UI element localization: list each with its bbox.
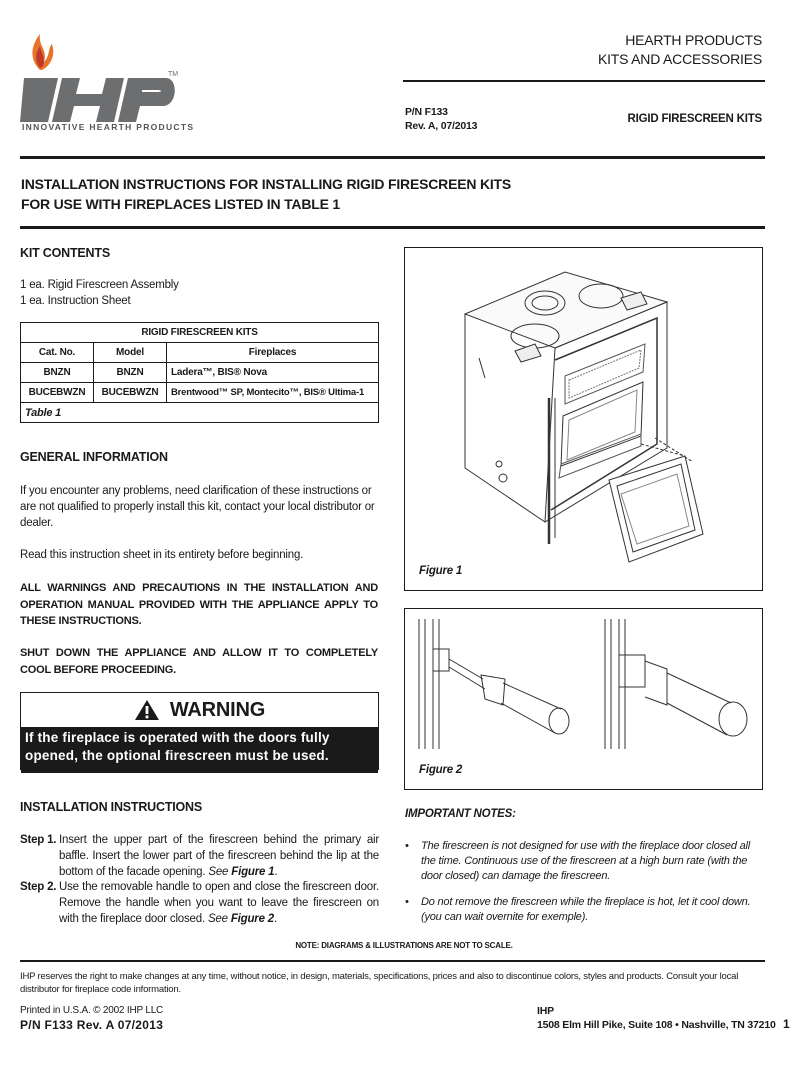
table-row [21,383,379,403]
step-label: Step 1. [20,834,57,846]
note-item [405,895,765,929]
warning-box [20,692,379,770]
step-figure-ref: Figure 2 [230,913,274,925]
warning-triangle-icon [134,699,160,721]
note-item [405,839,765,887]
footer-rule [20,960,765,962]
general-warning-para: SHUT DOWN THE APPLIANCE AND ALLOW IT TO COMPLETELY COOL BEFORE PROCEEDING. [20,647,378,676]
document-title: RIGID FIRESCREEN KITS [627,113,762,125]
header-divider [403,80,765,82]
flame-logo-icon [18,30,183,125]
handle-drawing [405,609,762,789]
step-label: Step 2. [20,881,57,893]
step-see: See [207,913,228,925]
general-para: If you encounter any problems, need clarification of these instructions or are not qualified to properly install this kit, contact your local distributor or dealer. [20,485,375,529]
general-info-heading: GENERAL INFORMATION [20,450,168,464]
scale-note: NOTE: DIAGRAMS & ILLUSTRATIONS ARE NOT TO SCALE. [295,941,513,950]
warning-header [21,693,378,727]
table-row [21,363,379,383]
step-end: . [273,913,277,925]
warning-title: WARNING [169,698,266,721]
footer-address: 1508 Elm Hill Pike, Suite 108 • Nashville, TN 37210 [537,1019,776,1031]
table-header: Model [94,343,167,363]
table-cell: BNZN [21,363,94,383]
table-header: Fireplaces [167,343,379,363]
table-title: RIGID FIRESCREEN KITS [21,323,379,343]
step-see: See [208,866,229,878]
kit-table [20,322,379,423]
general-warning-para: ALL WARNINGS AND PRECAUTIONS IN THE INSTALLATION AND OPERATION MANUAL PROVIDED WITH THE APPLIANCE APPLY TO THESE INSTRUCTIONS. [20,582,378,627]
table-cell: BUCEBWZN [21,383,94,403]
footer-company: IHP [537,1005,554,1017]
kit-item: 1 ea. Rigid Firescreen Assembly [20,279,179,291]
step-text [59,879,379,927]
table-cell: Brentwood™ SP, Montecito™, BIS® Ultima-1 [167,383,379,403]
install-step [20,879,380,927]
install-step [20,832,380,880]
revision: Rev. A, 07/2013 [405,120,478,132]
table-name: Table 1 [21,403,379,423]
step-end: . [274,866,278,878]
fireplace-drawing [405,248,762,590]
table-cell: Ladera™, BIS® Nova [167,363,379,383]
figure-2-caption: Figure 2 [419,764,463,776]
table-header: Cat. No. [21,343,94,363]
disclaimer: IHP reserves the right to make changes at any time, without notice, in design, materials, specifications, prices and also to discontinue colors, styles and products. Consult your local distributor for fireplace code information. [20,971,739,995]
logo-subtitle: INNOVATIVE HEARTH PRODUCTS [22,122,195,132]
header-category-line2: KITS AND ACCESSORIES [597,51,762,67]
figure-2 [404,608,763,790]
installation-heading: INSTALLATION INSTRUCTIONS [20,800,203,814]
bullet: • [405,896,409,908]
figure-1-caption: Figure 1 [419,565,463,577]
step-body: Use the removable handle to open and close the firescreen door. Remove the handle when you want to leave the firescreen on with the fireplace door closed. [59,881,379,925]
title-rule [20,156,765,159]
part-number: P/N F133 [405,106,448,118]
note-text: The firescreen is not designed for use with the fireplace door closed all the time. Continuous use of the firescreen at a high burn rate (with the door closed) can damage the firescreen. [421,840,751,882]
main-title-line1: INSTALLATION INSTRUCTIONS FOR INSTALLING RIGID FIRESCREEN KITS [21,176,512,192]
step-text [59,832,379,880]
warning-body: If the fireplace is operated with the doors fully opened, the optional firescreen must be used. [21,727,378,773]
figure-1 [404,247,763,591]
step-body: Insert the upper part of the firescreen behind the primary air baffle. Insert the lower part of the firescreen behind the lip at the bottom of the facade opening. [59,834,379,878]
bullet: • [405,840,409,852]
step-figure-ref: Figure 1 [231,866,275,878]
footer-part-number: P/N F133 Rev. A 07/2013 [20,1018,164,1032]
table-cell: BNZN [94,363,167,383]
header-category-line1: HEARTH PRODUCTS [625,32,762,48]
page-number: 1 [783,1017,790,1031]
table-cell: BUCEBWZN [94,383,167,403]
general-para: Read this instruction sheet in its entirety before beginning. [20,549,304,561]
section-rule [20,226,765,229]
note-text: Do not remove the firescreen while the fireplace is hot, let it cool down. (you can wait overnite for exemple). [421,896,751,923]
main-title-line2: FOR USE WITH FIREPLACES LISTED IN TABLE 1 [21,196,340,212]
printed-note: Printed in U.S.A. © 2002 IHP LLC [20,1005,164,1016]
important-notes-heading: IMPORTANT NOTES: [405,808,516,820]
kit-contents-heading: KIT CONTENTS [20,246,110,260]
logo-trademark: TM [168,71,179,78]
kit-item: 1 ea. Instruction Sheet [20,295,131,307]
